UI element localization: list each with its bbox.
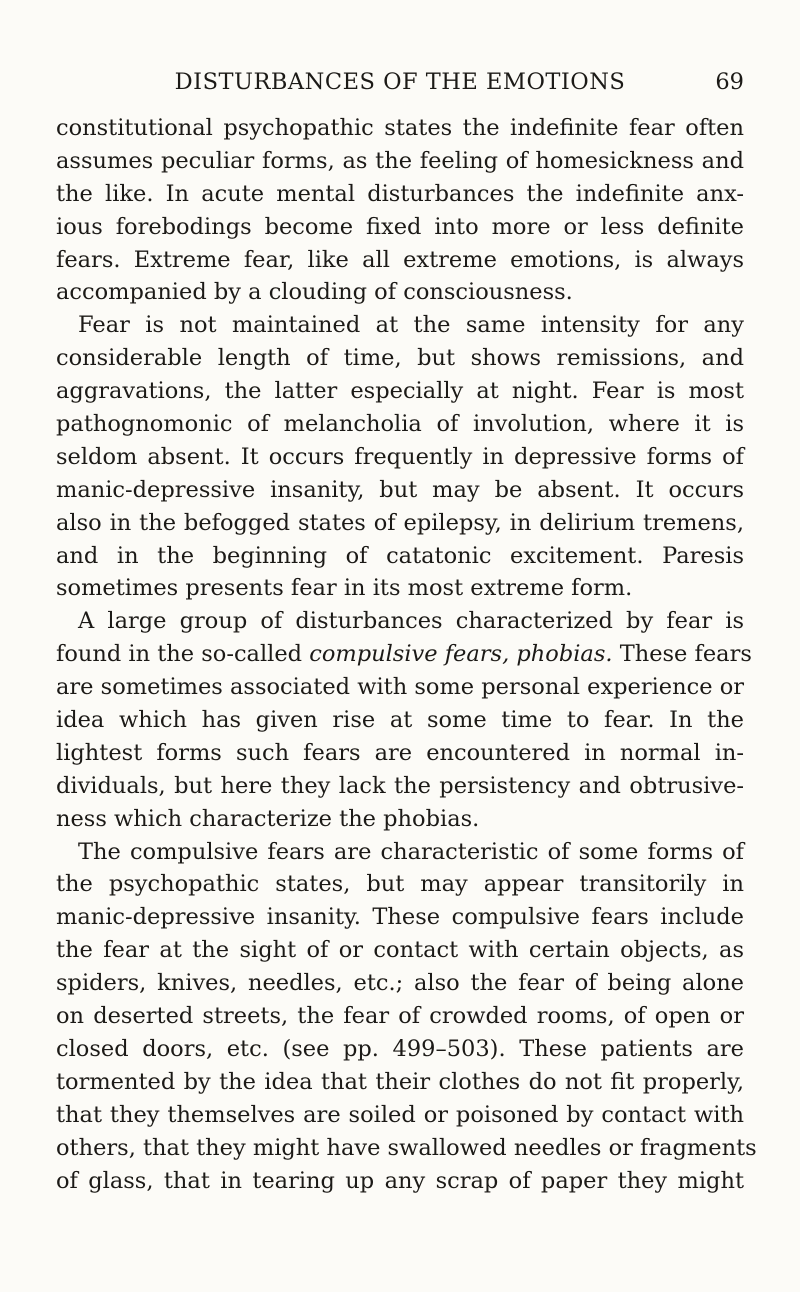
text-line: ness which characterize the phobias. [56,805,480,832]
text-line: spiders, knives, needles, etc.; also the fear of being alone [56,970,744,997]
text-line: idea which has given rise at some time to fear. In the [56,707,744,734]
text-line: others, that they might have swallowed needles or fragments [56,1134,757,1161]
text-line: also in the befogged states of epilepsy, in delirium tremens, [56,509,744,536]
text-line: manic-depressive insanity, but may be absent. It occurs [56,476,744,503]
text-line: tormented by the idea that their clothes do not fit properly, [56,1068,744,1095]
text-line: The compulsive fears are characteristic of some forms of [78,838,744,865]
text-line: seldom absent. It occurs frequently in depressive forms of [56,443,744,470]
running-title: DISTURBANCES OF THE EMOTIONS [174,69,626,95]
text-line: found in the so-called compulsive fears, phobias. These fears [56,641,752,668]
text-line: the psychopathic states, but may appear transitorily in [56,871,744,898]
paragraph [56,309,744,605]
text-line: Fear is not maintained at the same intensity for any [78,312,744,339]
text-line: the fear at the sight of or contact with certain objects, as [56,937,744,964]
text-line: assumes peculiar forms, as the feeling of homesickness and [56,147,744,174]
text-line: fears. Extreme fear, like all extreme emotions, is always [56,246,744,273]
page-number: 69 [715,69,744,95]
text-line: lightest forms such fears are encountered in normal in- [56,739,744,766]
text-line: manic-depressive insanity. These compulsive fears include [56,904,744,931]
body-text [56,112,757,1197]
text-line: considerable length of time, but shows remissions, and [56,345,744,372]
text-line: aggravations, the latter especially at night. Fear is most [56,378,744,405]
text-line: accompanied by a clouding of consciousness. [56,279,573,306]
text-line: the like. In acute mental disturbances the indefinite anx- [56,180,744,207]
text-line: ious forebodings become fixed into more or less definite [56,213,744,240]
text-line: closed doors, etc. (see pp. 499–503). These patients are [56,1035,744,1062]
text-line: pathognomonic of melancholia of involution, where it is [56,411,744,438]
paragraph [56,605,752,835]
text-line: of glass, that in tearing up any scrap of paper they might [56,1167,744,1194]
text-line: are sometimes associated with some personal experience or [56,674,744,701]
text-line: dividuals, but here they lack the persistency and obtrusive- [56,772,744,799]
italic-term: compulsive fears, phobias. [309,641,613,668]
text-line: and in the beginning of catatonic excitement. Paresis [56,542,744,569]
paragraph [56,836,757,1198]
text-line: constitutional psychopathic states the indefinite fear often [56,115,744,141]
text-line: A large group of disturbances characterized by fear is [78,608,744,635]
text-line: on deserted streets, the fear of crowded rooms, of open or [56,1003,744,1030]
paragraph [56,112,744,309]
text-line: that they themselves are soiled or poisoned by contact with [56,1101,744,1128]
running-head [56,62,744,102]
text-line: sometimes presents fear in its most extreme form. [56,575,633,602]
